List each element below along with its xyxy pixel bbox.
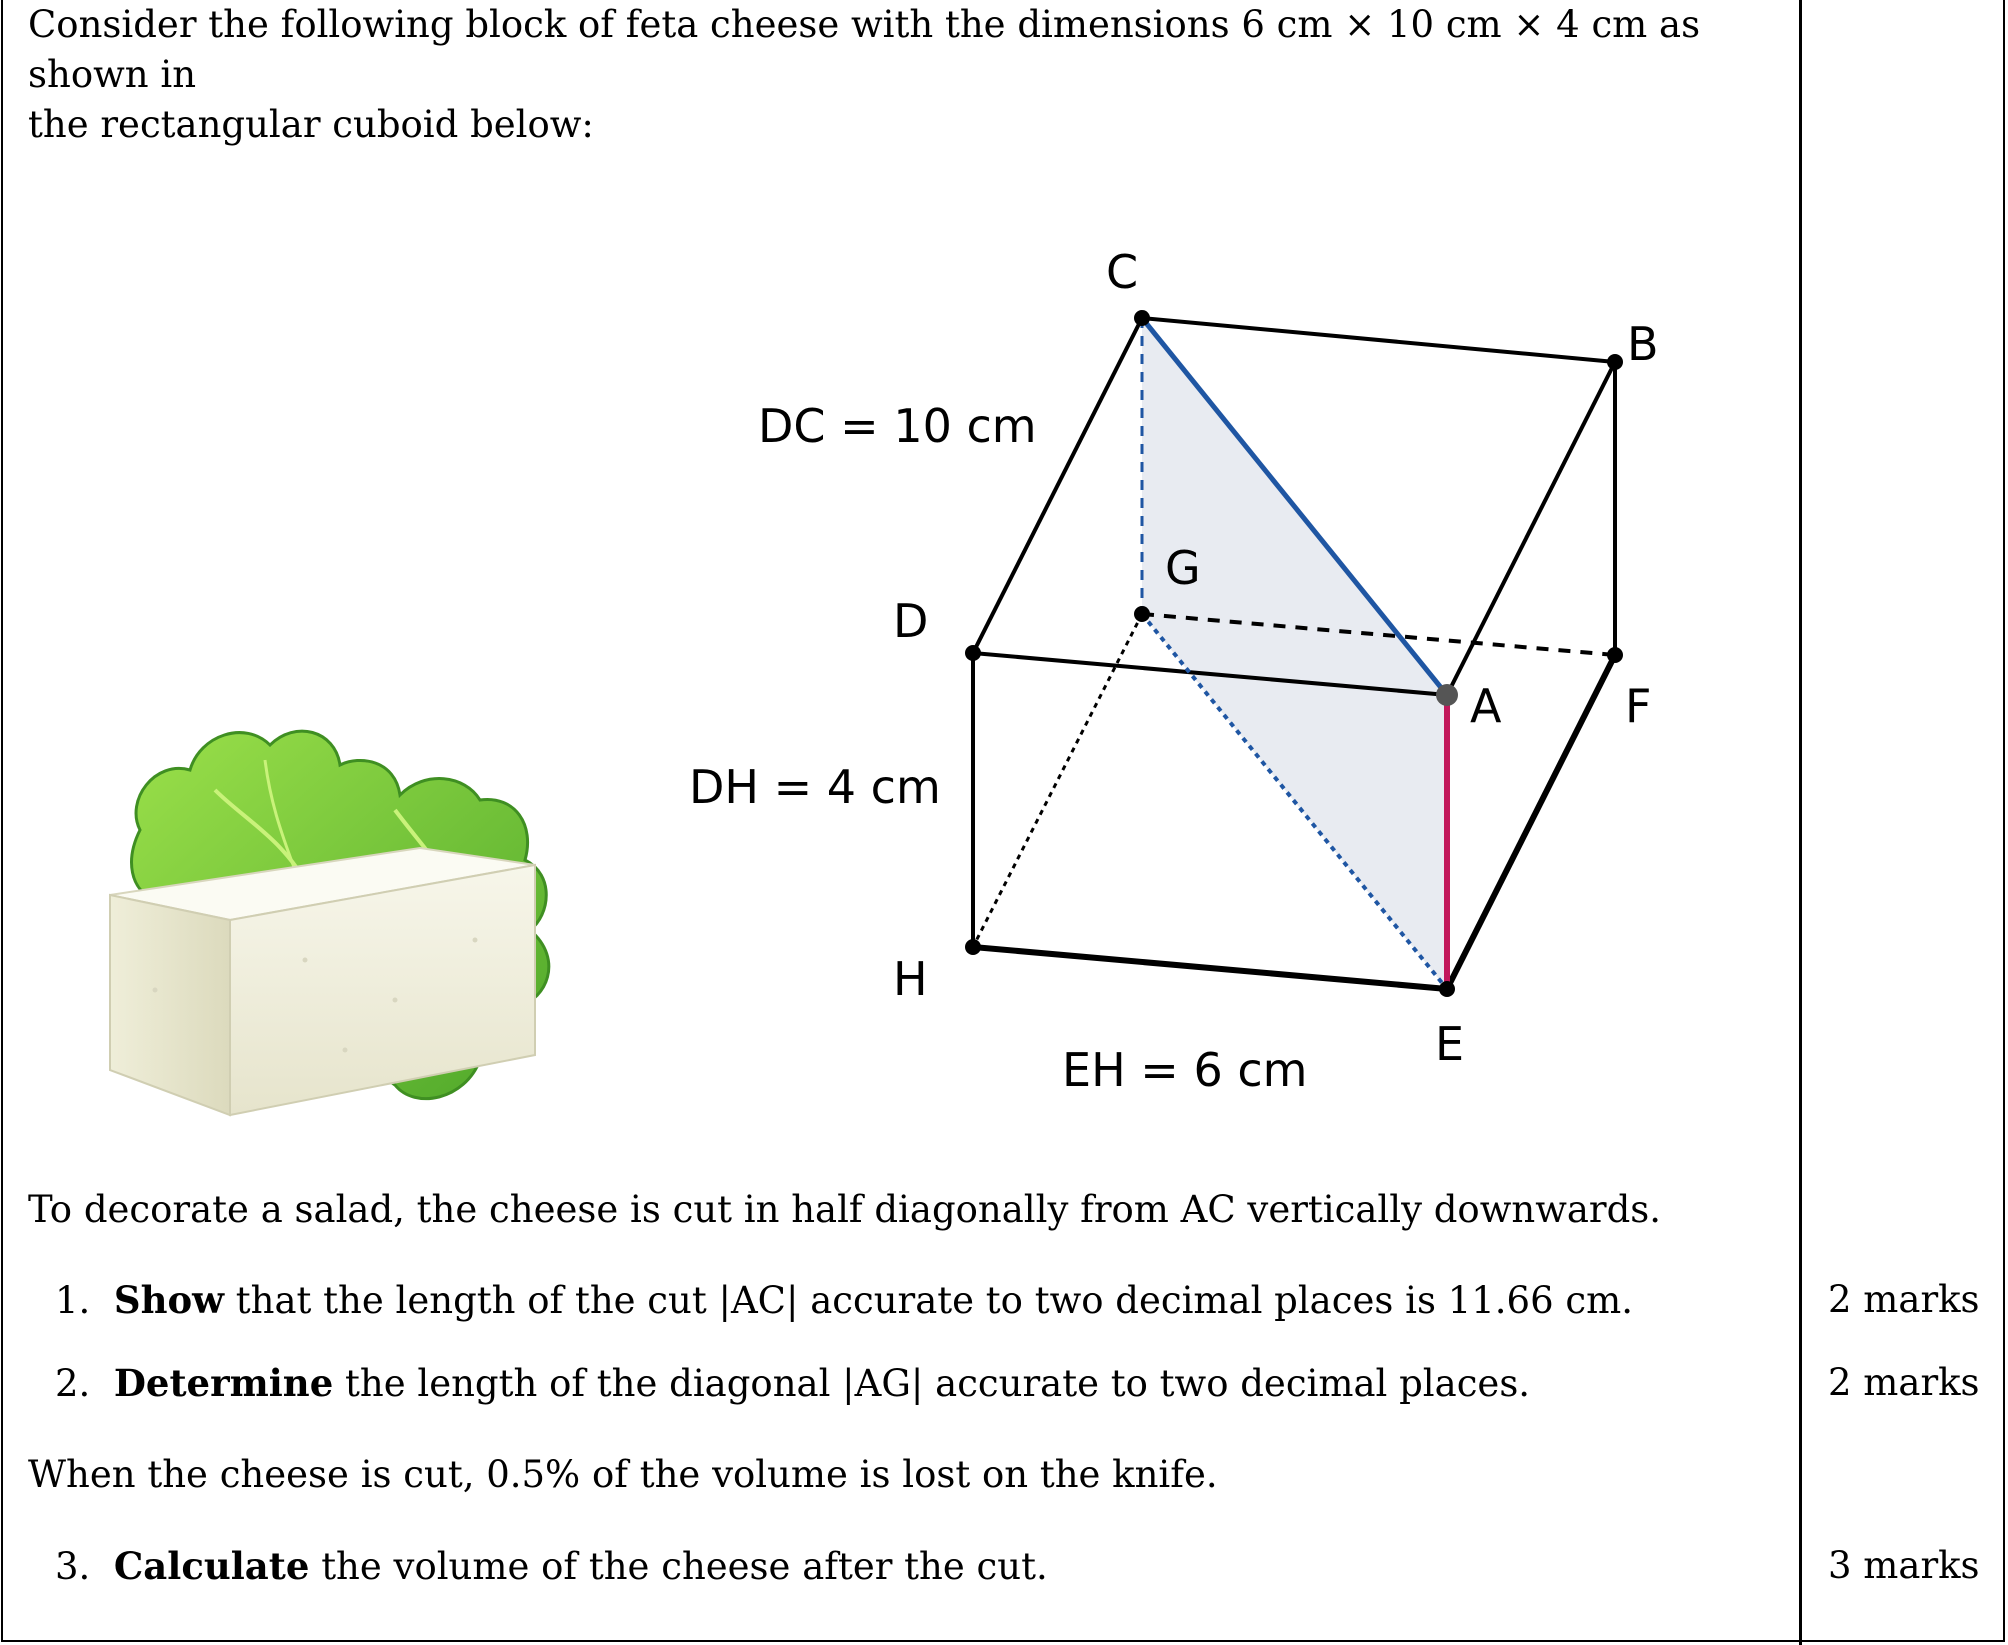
loss-text: When the cheese is cut, 0.5% of the volume is lost on the knife. <box>28 1453 1218 1496</box>
decorate-text: To decorate a salad, the cheese is cut in half diagonally from AC vertically downwards. <box>28 1188 1662 1231</box>
cut-plane <box>1142 318 1447 989</box>
label-d: D <box>893 594 929 648</box>
marks-item-2: 2 marks <box>1828 1361 1980 1404</box>
vertex-e <box>1439 981 1455 997</box>
item-number: 2. <box>55 1362 91 1405</box>
intro-line-2: the rectangular cuboid below: <box>28 103 594 146</box>
vertex-c <box>1134 310 1150 326</box>
label-f: F <box>1625 679 1652 733</box>
item-number: 3. <box>55 1545 91 1588</box>
item-verb: Show <box>113 1278 224 1322</box>
item-number: 1. <box>55 1279 91 1322</box>
label-dh: DH = 4 cm <box>689 760 941 814</box>
question-item-2 <box>55 1358 1530 1409</box>
vertex-a <box>1436 684 1458 706</box>
item-text: that the length of the cut |AC| accurate to two decimal places is 11.66 cm. <box>235 1279 1633 1322</box>
item-verb: Calculate <box>113 1544 310 1588</box>
label-dc: DC = 10 cm <box>758 399 1037 453</box>
marks-item-1: 2 marks <box>1828 1278 1980 1321</box>
item-verb: Determine <box>113 1361 334 1405</box>
item-text: the volume of the cheese after the cut. <box>321 1545 1048 1588</box>
vertex-g <box>1134 606 1150 622</box>
question-item-1 <box>55 1275 1633 1326</box>
question-item-3 <box>55 1541 1048 1592</box>
vertex-b <box>1607 354 1623 370</box>
intro-line-1: Consider the following block of feta cheese with the dimensions 6 cm × 10 cm × 4 cm as shown in <box>28 3 1701 96</box>
vertex-f <box>1607 647 1623 663</box>
label-a: A <box>1470 679 1502 733</box>
label-c: C <box>1106 245 1139 299</box>
vertex-d <box>965 645 981 661</box>
vertex-h <box>965 939 981 955</box>
label-g: G <box>1165 541 1201 595</box>
marks-item-3: 3 marks <box>1828 1544 1980 1587</box>
label-h: H <box>893 952 928 1006</box>
label-b: B <box>1627 317 1659 371</box>
label-eh: EH = 6 cm <box>1062 1043 1308 1097</box>
item-text: the length of the diagonal |AG| accurate to two decimal places. <box>345 1362 1531 1405</box>
label-e: E <box>1435 1017 1465 1071</box>
